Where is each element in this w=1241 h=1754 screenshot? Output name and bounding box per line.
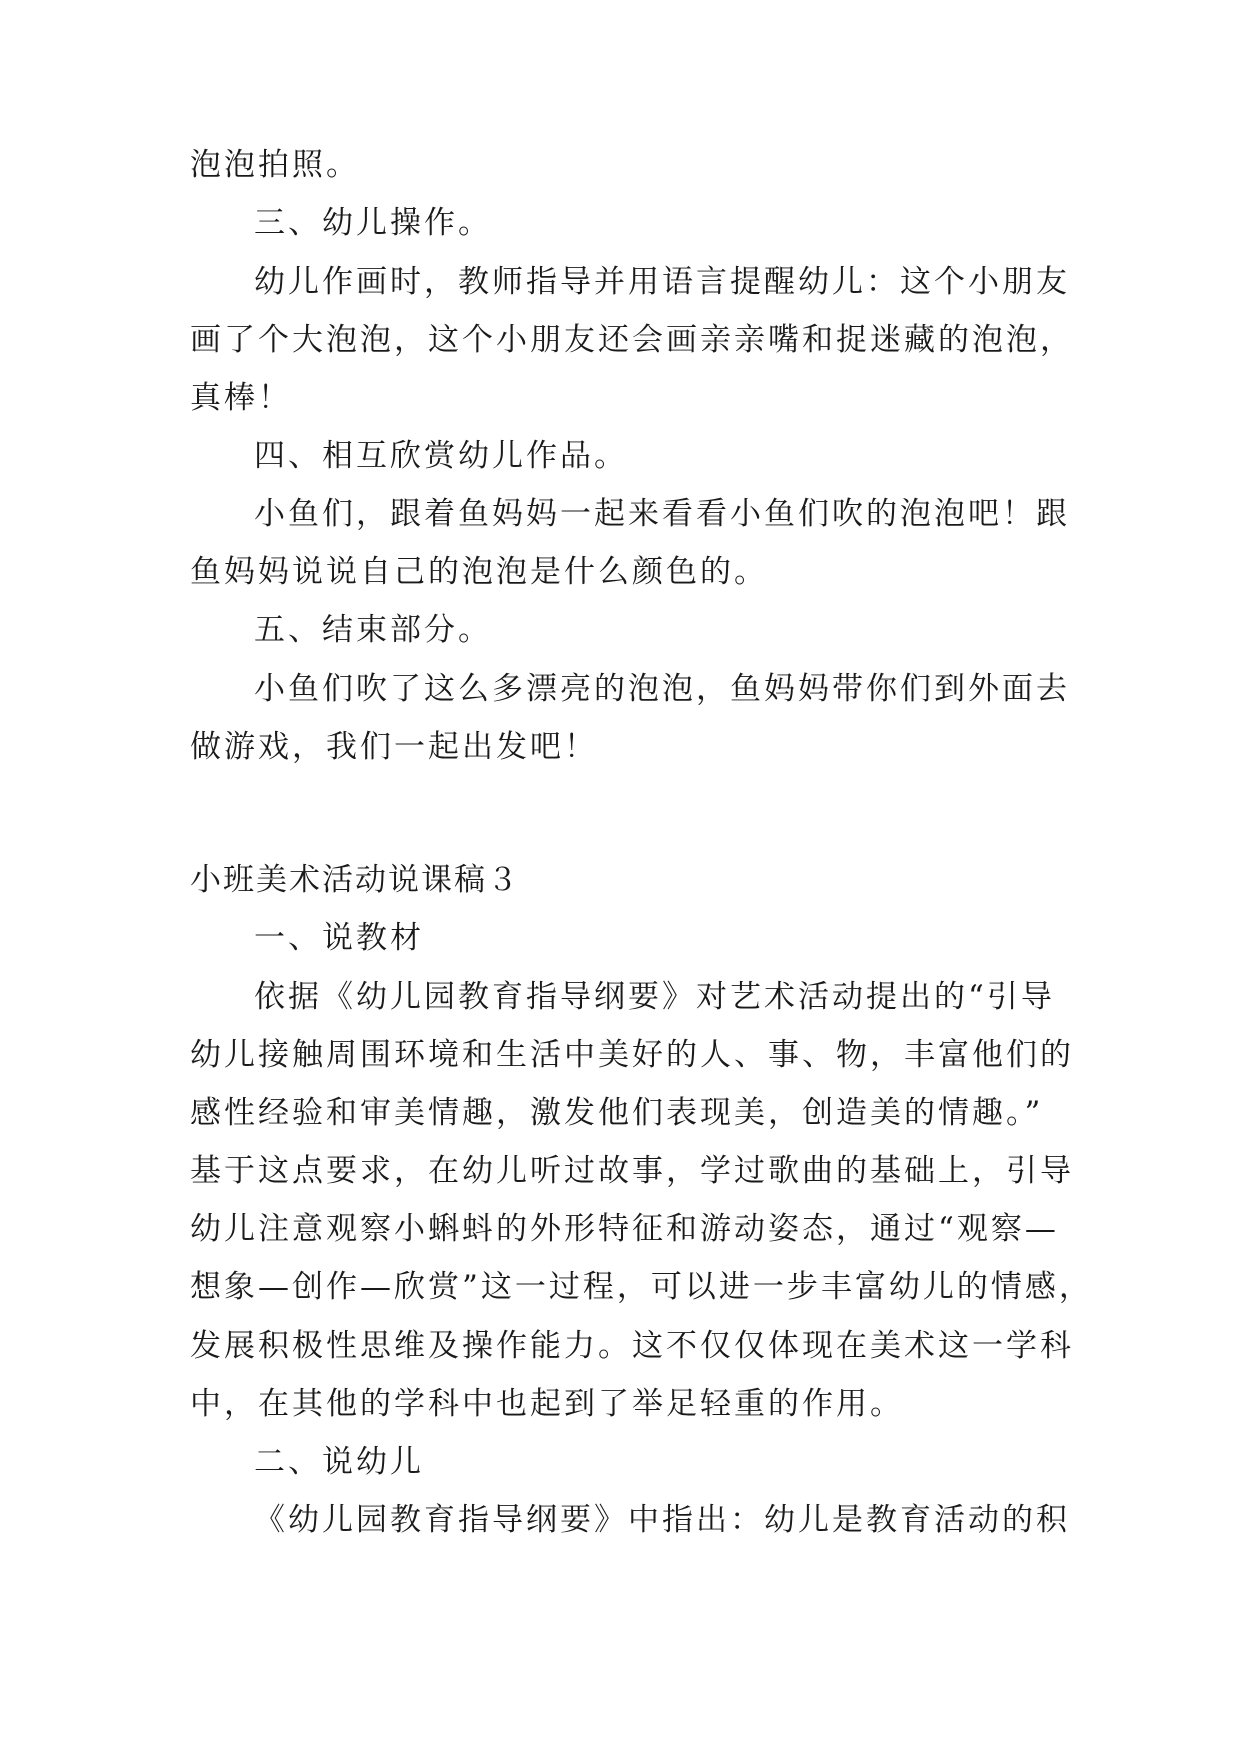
section-heading: 五、结束部分。 xyxy=(254,612,492,648)
paragraph-line: 中，在其他的学科中也起到了举足轻重的作用。 xyxy=(190,1386,904,1422)
paragraph-line: 依据《幼儿园教育指导纲要》对艺术活动提出的“引导 xyxy=(254,979,1055,1015)
section-heading: 三、幼儿操作。 xyxy=(254,205,492,241)
paragraph-line: 鱼妈妈说说自己的泡泡是什么颜色的。 xyxy=(190,554,768,590)
section-heading: 二、说幼儿 xyxy=(254,1444,424,1480)
paragraph-line: 小鱼们吹了这么多漂亮的泡泡，鱼妈妈带你们到外面去 xyxy=(254,671,1070,707)
paragraph-line: 真棒！ xyxy=(190,380,292,416)
paragraph-line: 小鱼们，跟着鱼妈妈一起来看看小鱼们吹的泡泡吧！跟 xyxy=(254,496,1070,532)
paragraph-line: 基于这点要求，在幼儿听过故事，学过歌曲的基础上，引导 xyxy=(190,1153,1074,1189)
paragraph-line: 《幼儿园教育指导纲要》中指出：幼儿是教育活动的积 xyxy=(254,1502,1070,1538)
paragraph-line: 发展积极性思维及操作能力。这不仅仅体现在美术这一学科 xyxy=(190,1328,1074,1364)
section-heading: 一、说教材 xyxy=(254,920,424,956)
paragraph-line: 泡泡拍照。 xyxy=(190,147,360,183)
paragraph-line: 想象—创作—欣赏”这一过程，可以进一步丰富幼儿的情感， xyxy=(190,1269,1093,1305)
paragraph-line: 做游戏，我们一起出发吧！ xyxy=(190,729,598,765)
document-title: 小班美术活动说课稿３ xyxy=(190,862,520,898)
paragraph-line: 幼儿接触周围环境和生活中美好的人、事、物，丰富他们的 xyxy=(190,1037,1074,1073)
section-heading: 四、相互欣赏幼儿作品。 xyxy=(254,438,628,474)
paragraph-line: 画了个大泡泡，这个小朋友还会画亲亲嘴和捉迷藏的泡泡， xyxy=(190,322,1074,358)
paragraph-line: 幼儿作画时，教师指导并用语言提醒幼儿：这个小朋友 xyxy=(254,264,1070,300)
paragraph-line: 感性经验和审美情趣，激发他们表现美，创造美的情趣。” xyxy=(190,1095,1044,1131)
paragraph-line: 幼儿注意观察小蝌蚪的外形特征和游动姿态，通过“观察— xyxy=(190,1211,1059,1247)
